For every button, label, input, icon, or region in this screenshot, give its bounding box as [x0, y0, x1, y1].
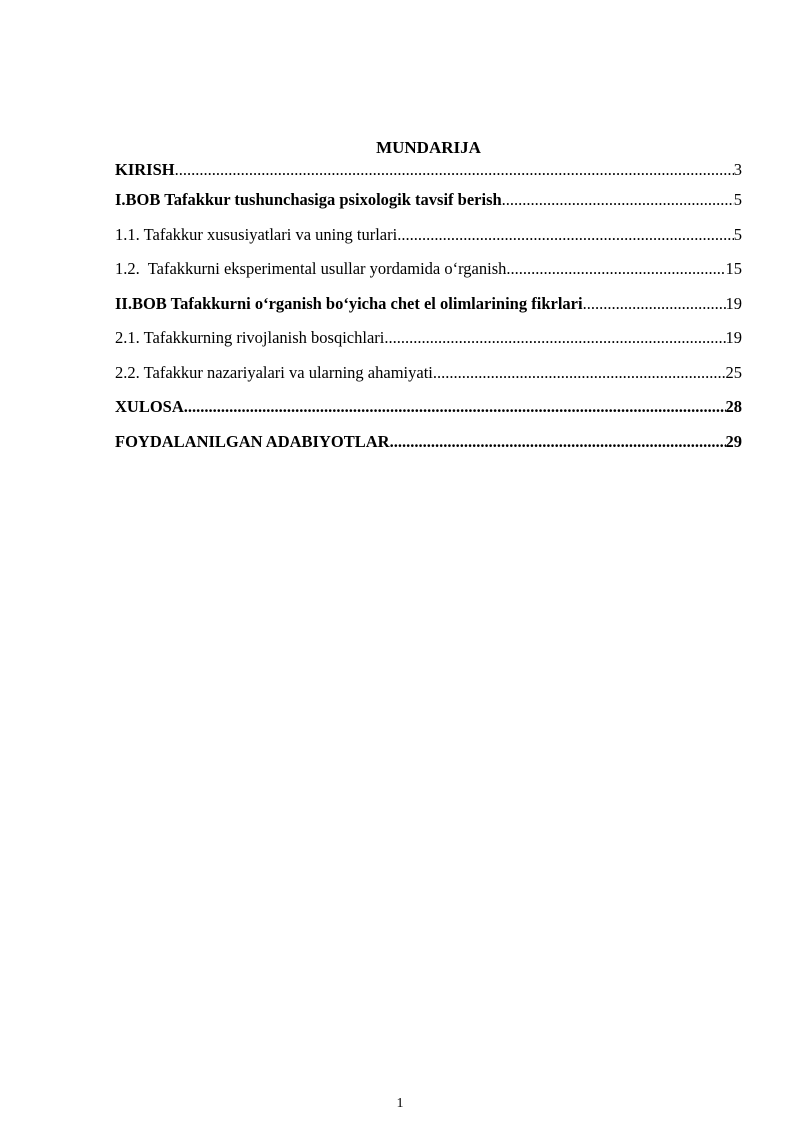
toc-entry-title: FOYDALANILGAN ADABIYOTLAR	[115, 431, 390, 451]
toc-entry-page: 25	[725, 362, 742, 382]
toc-heading: MUNDARIJA	[376, 138, 481, 157]
toc-entry-title: 1.2. Tafakkurni eksperimental usullar yordamida o‘rganish	[115, 259, 507, 278]
dot-leader	[175, 160, 734, 180]
table-of-contents	[115, 160, 742, 466]
toc-entry-page: 19	[725, 328, 742, 347]
toc-entry-section-2-1	[115, 328, 742, 363]
toc-entry-section-1-2	[115, 259, 742, 294]
toc-entry-references	[115, 432, 742, 467]
dot-leader	[506, 259, 725, 279]
toc-entry-title: 2.1. Tafakkurning rivojlanish bosqichlari	[115, 328, 385, 347]
toc-entry-page: 15	[725, 259, 742, 278]
page-number: 1	[396, 1096, 404, 1111]
toc-entry-page: 28	[725, 397, 742, 416]
toc-entry-section-2-2	[115, 363, 742, 398]
toc-entry-page: 29	[725, 431, 742, 451]
toc-entry-xulosa	[115, 397, 742, 432]
dot-leader	[397, 225, 734, 245]
toc-entry-page: 3	[733, 160, 742, 179]
toc-entry-title: 2.2. Tafakkur nazariyalari va ularning ahamiyati	[115, 362, 433, 382]
toc-entry-page: 5	[733, 224, 742, 244]
toc-entry-chapter-2	[115, 294, 742, 329]
dot-leader	[433, 363, 726, 383]
toc-entry-title: 1.1. Tafakkur xususiyatlari va uning turlari	[115, 224, 398, 244]
toc-entry-chapter-1	[115, 190, 742, 225]
dot-leader	[502, 190, 734, 210]
dot-leader	[583, 294, 726, 314]
dot-leader	[384, 328, 725, 348]
toc-entry-title: I.BOB Tafakkur tushunchasiga psixologik tavsif berish	[115, 190, 502, 209]
toc-entry-page: 19	[725, 293, 742, 313]
toc-entry-kirish	[115, 160, 742, 190]
toc-entry-section-1-1	[115, 225, 742, 260]
toc-entry-title: XULOSA	[115, 397, 184, 416]
dot-leader	[390, 432, 726, 452]
toc-entry-page: 5	[733, 190, 742, 209]
toc-entry-title: II.BOB Tafakkurni o‘rganish bo‘yicha chet el olimlarining fikrlari	[115, 293, 583, 313]
toc-entry-title: KIRISH	[115, 160, 175, 179]
dot-leader	[184, 397, 726, 417]
